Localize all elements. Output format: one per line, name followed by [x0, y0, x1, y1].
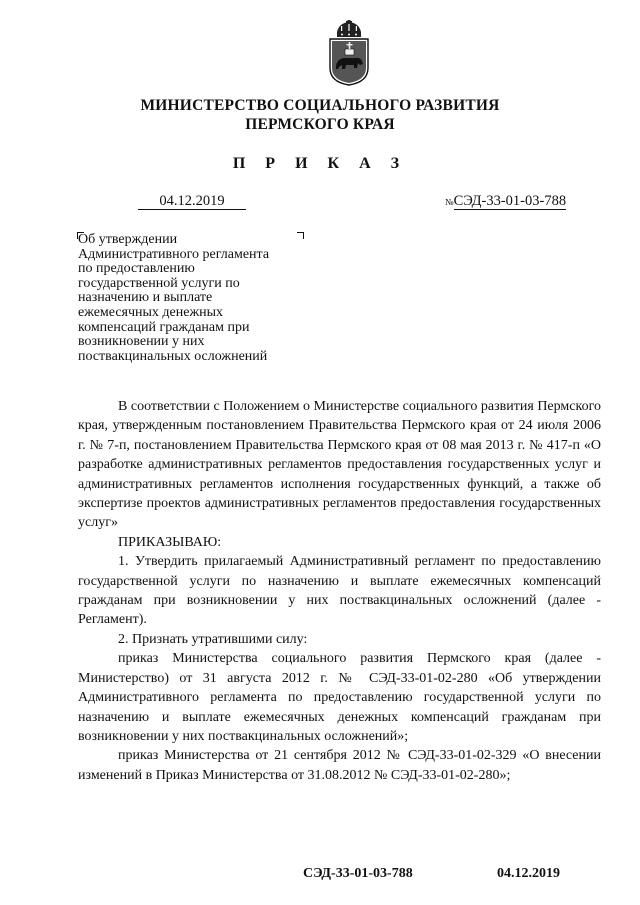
order-subject — [78, 233, 318, 364]
subject-line: ежемесячных денежных — [78, 304, 224, 320]
item-1-paragraph: 1. Утвердить прилагаемый Административный регламент по предоставлению государственной услуги по назначению и выплате ежемесячных компенсаций гражданам при возникновении у них поствакцинальных осложнений (далее - Регламент). — [78, 554, 601, 628]
subject-line: по предоставлению — [78, 261, 195, 277]
footer-date: 04.12.2019 — [497, 866, 560, 881]
preamble-paragraph: В соответствии с Положением о Министерстве социального развития Пермского края, утвержденным постановлением Правительства Пермского края от 24 июля 2006 г. № 7-п, постановлением Правительства Пермского края от 08 мая 2013 г. № 417-п «О разработке административных регламентов предоставления государственных услуг и административных регламентов исполнения государственных функций, а также об экспертизе проектов административных регламентов предоставления государственных услуг» — [78, 399, 601, 531]
subject-line: назначению и выплате — [78, 290, 213, 306]
order-number — [445, 193, 566, 210]
subject-line: поствакцинальных осложнений — [78, 348, 268, 364]
subject-line: государственной услуги по — [78, 275, 240, 291]
repealed-order-1: приказ Министерства социального развития Пермского края (далее - Министерство) от 31 августа 2012 г. № СЭД-33-01-02-280 «Об утверждении Административного регламента по предоставлению государственной услуги по назначению и выплате ежемесячных денежных компенсаций гражданам при возникновении у них поствакцинальных осложнений»; — [78, 651, 601, 744]
ministry-name-line-1: МИНИСТЕРСТВО СОЦИАЛЬНОГО РАЗВИТИЯ — [140, 97, 500, 114]
order-body — [78, 397, 601, 785]
subject-line: Административного регламента — [78, 246, 270, 262]
order-title: П Р И К А З — [232, 155, 408, 172]
subject-line: возникновении у них — [78, 334, 205, 350]
footer-number: СЭД-33-01-03-788 — [303, 866, 413, 881]
order-date: 04.12.2019 — [138, 193, 246, 210]
repealed-order-2: приказ Министерства от 21 сентября 2012 № СЭД-33-01-02-329 «О внесении изменений в Приказ Министерства от 31.08.2012 № СЭД-33-01-02-280»; — [78, 748, 601, 783]
subject-line: компенсаций гражданам при — [78, 319, 250, 335]
item-2-paragraph: 2. Признать утратившими силу: — [118, 631, 308, 647]
coat-of-arms-emblem — [327, 20, 371, 86]
order-number-value: СЭД-33-01-03-788 — [453, 193, 567, 209]
ministry-name-line-2: ПЕРМСКОГО КРАЯ — [245, 116, 395, 133]
number-sign: № — [445, 197, 454, 207]
order-keyword: ПРИКАЗЫВАЮ: — [118, 534, 222, 550]
subject-line: Об утверждении — [78, 232, 178, 247]
